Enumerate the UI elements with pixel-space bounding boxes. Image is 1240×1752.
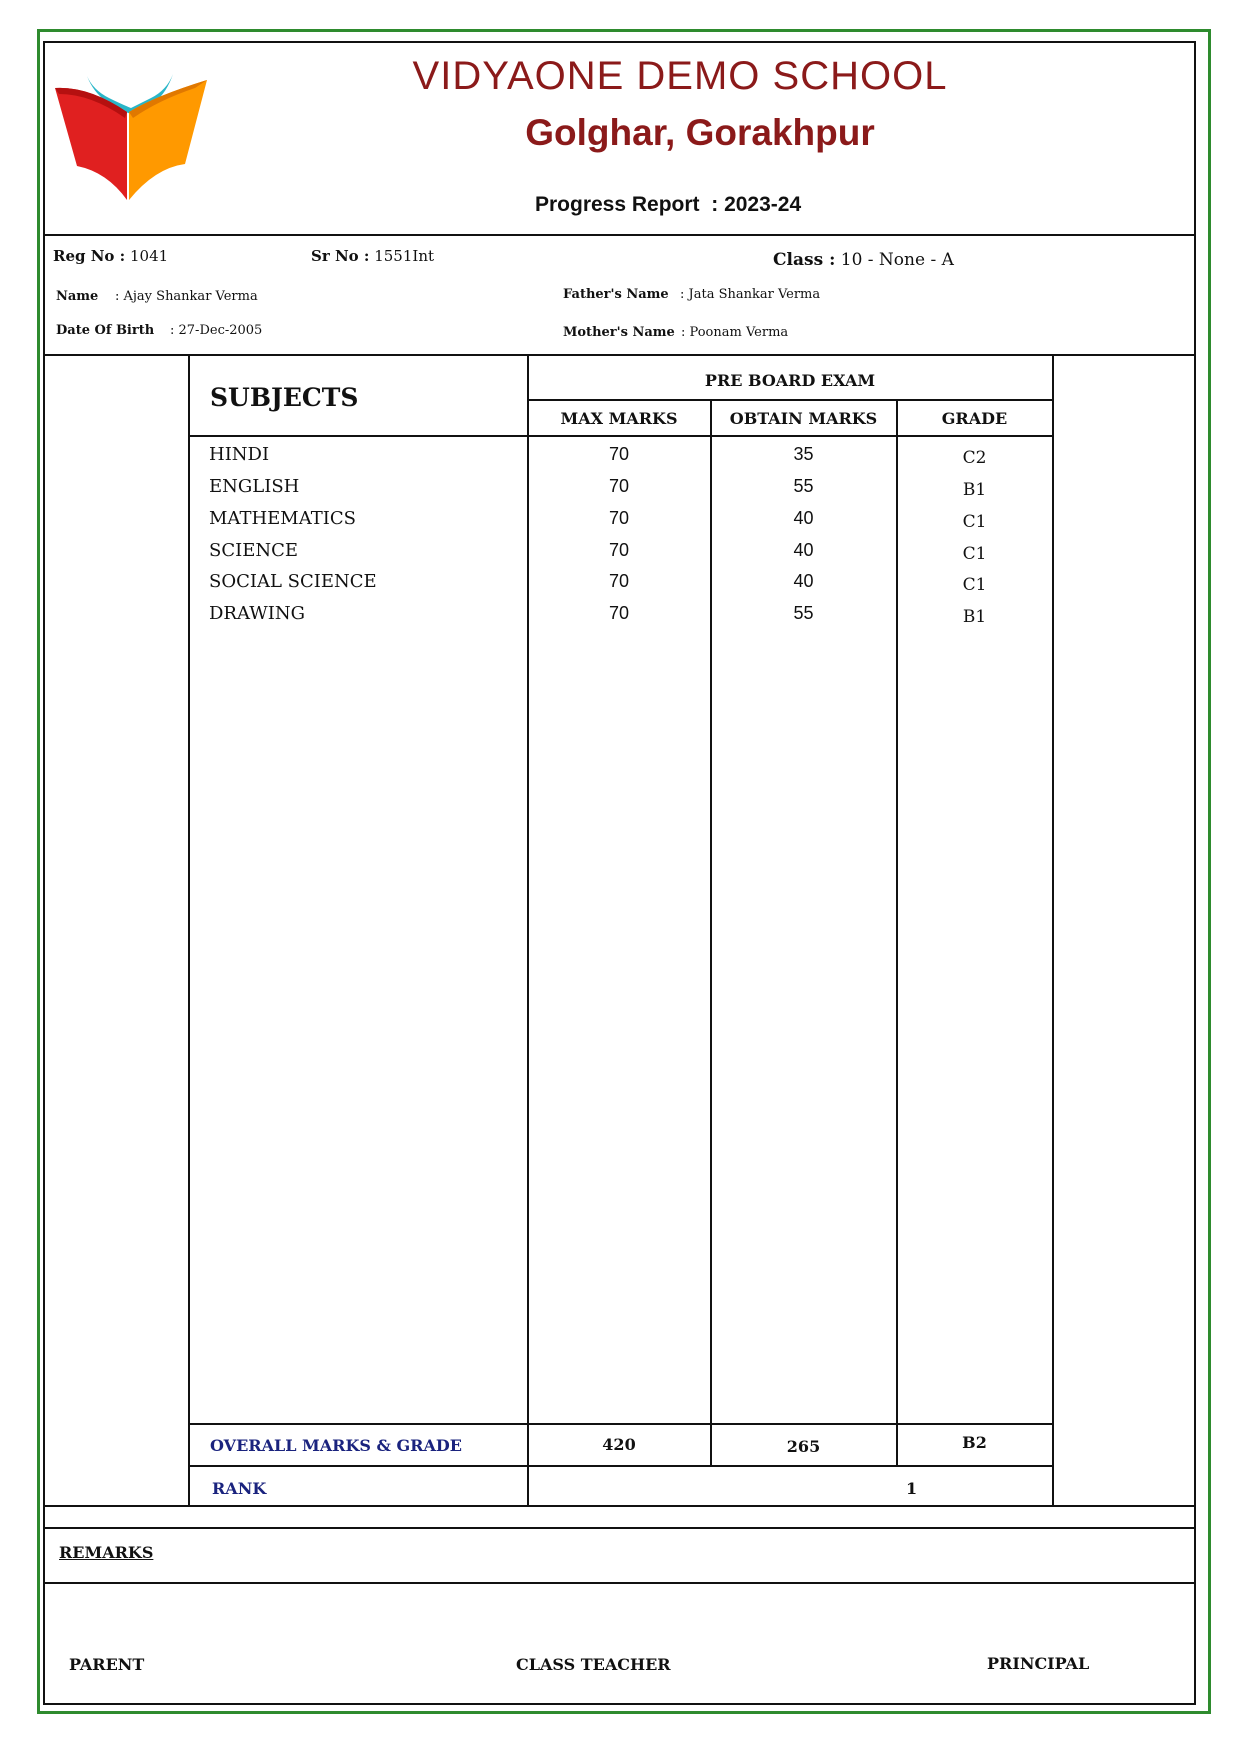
- table-row-grade: C1: [962, 512, 987, 532]
- name-value: : Ajay Shankar Verma: [115, 289, 258, 304]
- table-row-obtain: 40: [793, 508, 814, 528]
- table-row-grade: C2: [962, 448, 987, 468]
- table-line: [188, 355, 190, 1506]
- divider: [43, 234, 1196, 236]
- principal-signature-label: PRINCIPAL: [987, 1654, 1090, 1673]
- sr-value: 1551Int: [374, 247, 435, 265]
- name-label: Name: [56, 289, 99, 304]
- rank-label: RANK: [212, 1479, 267, 1498]
- table-line: [188, 1423, 1053, 1425]
- parent-signature-label: PARENT: [69, 1655, 145, 1674]
- overall-obtain: 265: [786, 1437, 821, 1456]
- table-row-grade: B1: [962, 607, 987, 627]
- overall-max: 420: [602, 1435, 636, 1454]
- table-line: [188, 1465, 1053, 1467]
- table-row-obtain: 55: [793, 603, 814, 623]
- class-teacher-signature-label: CLASS TEACHER: [516, 1655, 671, 1674]
- reg-value: 1041: [129, 247, 169, 265]
- dob-label: Date Of Birth: [56, 323, 155, 338]
- grade-header: GRADE: [941, 409, 1008, 428]
- table-row-subject: ENGLISH: [209, 476, 300, 497]
- max-marks-header: MAX MARKS: [560, 409, 678, 428]
- sr-no: [311, 247, 434, 265]
- table-line: [1052, 355, 1054, 1506]
- table-row-max: 70: [608, 508, 630, 528]
- divider: [43, 1582, 1196, 1584]
- table-row-max: 70: [608, 540, 630, 560]
- school-name: VIDYAONE DEMO SCHOOL: [412, 54, 948, 98]
- obtain-marks-header: OBTAIN MARKS: [729, 409, 878, 428]
- reg-no: [53, 247, 168, 265]
- table-row-grade: C1: [962, 544, 987, 564]
- remarks-label: REMARKS: [59, 1543, 154, 1562]
- table-row-subject: MATHEMATICS: [209, 508, 356, 529]
- table-row-subject: DRAWING: [209, 603, 305, 624]
- subjects-header: SUBJECTS: [210, 383, 359, 412]
- session: 2023-24: [724, 193, 802, 216]
- table-row-subject: SCIENCE: [209, 540, 299, 561]
- table-line: [528, 399, 1053, 401]
- divider: [43, 1505, 1196, 1507]
- overall-label: OVERALL MARKS & GRADE: [210, 1436, 462, 1455]
- table-line: [188, 435, 1054, 437]
- overall-grade: B2: [962, 1433, 987, 1452]
- class-value: 10 - None - A: [840, 250, 954, 270]
- report-separator: :: [711, 193, 719, 216]
- table-row-max: 70: [608, 603, 630, 623]
- table-row-obtain: 40: [793, 540, 814, 560]
- divider: [43, 1527, 1196, 1529]
- exam-header: PRE BOARD EXAM: [704, 371, 876, 390]
- table-row-max: 70: [608, 571, 630, 591]
- school-address: Golghar, Gorakhpur: [525, 112, 875, 153]
- table-row-obtain: 35: [793, 444, 814, 464]
- class-label: Class :: [773, 250, 836, 270]
- mother-label: Mother's Name: [563, 325, 675, 340]
- table-row-subject: SOCIAL SCIENCE: [209, 571, 377, 592]
- reg-label: Reg No :: [53, 247, 126, 265]
- dob-value: : 27-Dec-2005: [170, 323, 263, 338]
- father-label: Father's Name: [563, 287, 669, 302]
- table-row-obtain: 55: [793, 476, 814, 496]
- rank-value: 1: [906, 1479, 918, 1498]
- table-row-obtain: 40: [793, 571, 814, 591]
- table-row-grade: B1: [962, 480, 987, 500]
- table-row-max: 70: [608, 444, 630, 464]
- sr-label: Sr No :: [311, 247, 370, 265]
- class-info: [773, 250, 954, 270]
- report-title: [535, 193, 801, 217]
- table-row-max: 70: [608, 476, 630, 496]
- father-value: : Jata Shankar Verma: [680, 287, 821, 302]
- table-row-subject: HINDI: [209, 444, 270, 465]
- mother-value: : Poonam Verma: [681, 325, 789, 340]
- report-label: Progress Report: [535, 193, 700, 216]
- table-row-grade: C1: [962, 575, 987, 595]
- divider: [43, 354, 1196, 356]
